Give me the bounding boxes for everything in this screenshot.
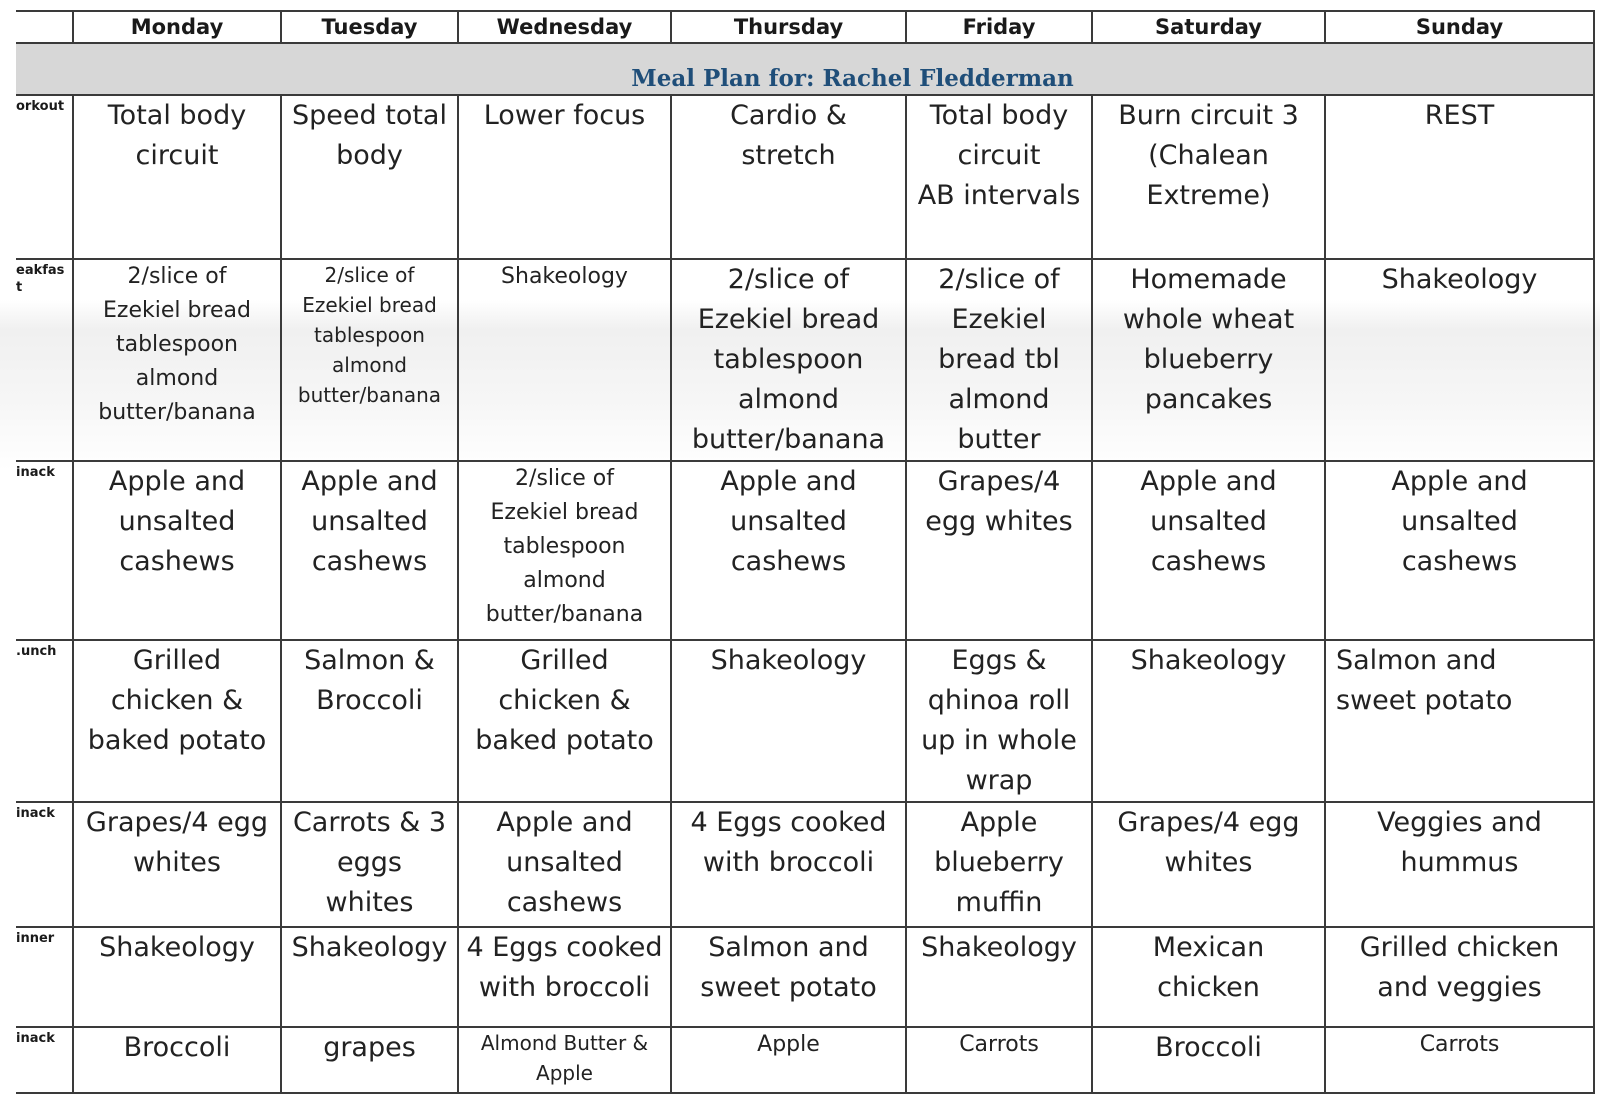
day-header: Wednesday [458, 11, 671, 43]
meal-cell: Carrots [1325, 1027, 1594, 1093]
meal-cell: Apple and unsalted cashews [281, 461, 458, 640]
meal-cell: Apple [671, 1027, 906, 1093]
breakfast-row [16, 259, 1594, 461]
meal-cell: grapes [281, 1027, 458, 1093]
meal-cell: Grapes/4 egg whites [906, 461, 1092, 640]
meal-cell: Shakeology [458, 259, 671, 461]
day-header: Saturday [1092, 11, 1325, 43]
meal-cell: Salmon & Broccoli [281, 640, 458, 802]
meal-cell: Homemade whole wheat blueberry pancakes [1092, 259, 1325, 461]
meal-cell: Apple and unsalted cashews [458, 802, 671, 927]
meal-cell: Veggies and hummus [1325, 802, 1594, 927]
meal-cell: Apple and unsalted cashews [1092, 461, 1325, 640]
meal-cell: Carrots [906, 1027, 1092, 1093]
meal-cell: Shakeology [281, 927, 458, 1027]
meal-cell: Salmon and sweet potato [1325, 640, 1594, 802]
meal-cell: Carrots & 3 eggs whites [281, 802, 458, 927]
row-label-snack: inack [16, 461, 73, 640]
meal-cell: Almond Butter & Apple [458, 1027, 671, 1093]
day-header: Thursday [671, 11, 906, 43]
meal-cell: 2/slice of Ezekiel bread tablespoon almond butter/banana [458, 461, 671, 640]
meal-plan-table [16, 10, 1595, 1094]
row-label-snack: inack [16, 1027, 73, 1093]
meal-cell: Eggs & qhinoa roll up in whole wrap [906, 640, 1092, 802]
row-label-snack: inack [16, 802, 73, 927]
page-title: Meal Plan for: Rachel Fledderman [631, 65, 1074, 92]
meal-cell: Broccoli [73, 1027, 281, 1093]
day-header: Monday [73, 11, 281, 43]
meal-cell: 2/slice of Ezekiel bread tablespoon almond butter/banana [73, 259, 281, 461]
row-label-dinner: inner [16, 927, 73, 1027]
meal-cell: Lower focus [458, 95, 671, 259]
row-label-lunch: .unch [16, 640, 73, 802]
title-row [16, 43, 1594, 95]
meal-cell: 2/slice of Ezekiel bread tablespoon almond butter/banana [281, 259, 458, 461]
meal-cell: Apple and unsalted cashews [73, 461, 281, 640]
meal-cell: Grilled chicken & baked potato [73, 640, 281, 802]
day-header: Sunday [1325, 11, 1594, 43]
corner-cell [16, 11, 73, 43]
meal-cell: Shakeology [906, 927, 1092, 1027]
meal-cell: Cardio & stretch [671, 95, 906, 259]
meal-cell: 2/slice of Ezekiel bread tablespoon almond butter/banana [671, 259, 906, 461]
meal-cell: REST [1325, 95, 1594, 259]
meal-cell: Total body circuit AB intervals [906, 95, 1092, 259]
lunch-row [16, 640, 1594, 802]
meal-cell: Salmon and sweet potato [671, 927, 906, 1027]
day-header-row [16, 11, 1594, 43]
row-label-breakfast: eakfas t [16, 259, 73, 461]
meal-cell: Burn circuit 3 (Chalean Extreme) [1092, 95, 1325, 259]
meal-cell: 2/slice of Ezekiel bread tbl almond butter [906, 259, 1092, 461]
meal-cell: 4 Eggs cooked with broccoli [458, 927, 671, 1027]
meal-cell: Shakeology [1092, 640, 1325, 802]
meal-cell: Shakeology [73, 927, 281, 1027]
meal-cell: Broccoli [1092, 1027, 1325, 1093]
day-header: Tuesday [281, 11, 458, 43]
row-label-workout: orkout [16, 95, 73, 259]
snack-row-3 [16, 1027, 1594, 1093]
snack-row-1 [16, 461, 1594, 640]
snack-row-2 [16, 802, 1594, 927]
meal-cell: Mexican chicken [1092, 927, 1325, 1027]
meal-cell: Apple and unsalted cashews [671, 461, 906, 640]
workout-row [16, 95, 1594, 259]
meal-cell: Speed total body [281, 95, 458, 259]
meal-cell: Shakeology [1325, 259, 1594, 461]
meal-cell: Grapes/4 egg whites [73, 802, 281, 927]
meal-cell: Apple and unsalted cashews [1325, 461, 1594, 640]
title-band [16, 43, 1594, 95]
dinner-row [16, 927, 1594, 1027]
meal-cell: Apple blueberry muffin [906, 802, 1092, 927]
meal-cell: Grapes/4 egg whites [1092, 802, 1325, 927]
meal-cell: Total body circuit [73, 95, 281, 259]
meal-cell: Grilled chicken and veggies [1325, 927, 1594, 1027]
meal-cell: Grilled chicken & baked potato [458, 640, 671, 802]
meal-cell: 4 Eggs cooked with broccoli [671, 802, 906, 927]
day-header: Friday [906, 11, 1092, 43]
meal-cell: Shakeology [671, 640, 906, 802]
